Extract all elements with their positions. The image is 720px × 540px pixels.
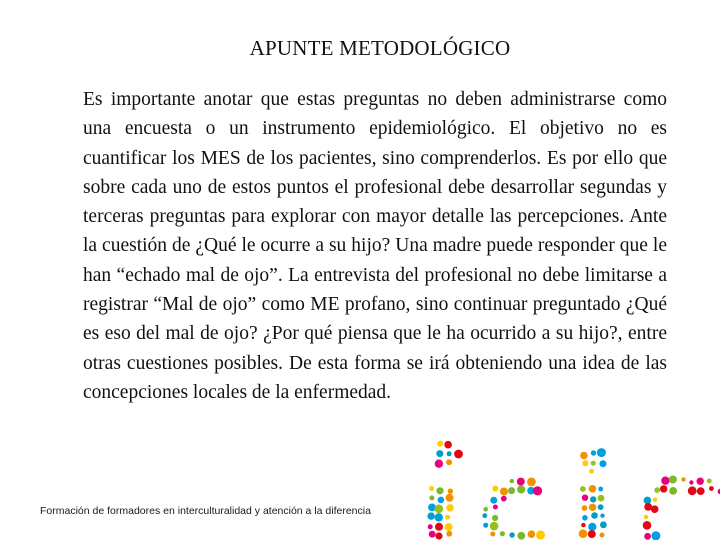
logo-dot (600, 521, 607, 528)
logo-dot (492, 515, 498, 521)
logo-dot (661, 477, 669, 485)
logo-dot (436, 487, 443, 494)
logo-dot (689, 480, 693, 484)
logo-dot (580, 452, 588, 460)
logo-dot (589, 504, 596, 511)
logo-dot (644, 533, 651, 540)
logo-dot (533, 486, 542, 495)
logo-dot (598, 504, 604, 510)
logo-dot (600, 460, 607, 467)
logo-dot (493, 505, 498, 510)
slide-title: APUNTE METODOLÓGICO (249, 36, 511, 60)
logo-dot (435, 513, 443, 521)
logo-dot (490, 532, 495, 537)
logo-dot (490, 522, 499, 531)
logo-dot (517, 532, 525, 540)
logo-dot (697, 487, 705, 495)
logo-dot (600, 533, 605, 538)
logo-dot (527, 478, 536, 487)
logo-dot (588, 523, 596, 531)
logo-dot (697, 478, 704, 485)
logo-dot (588, 530, 596, 538)
logo-dot (581, 523, 585, 527)
logo-dot (429, 495, 434, 500)
logo-dot (651, 505, 659, 513)
logo-dot (590, 496, 596, 502)
logo-dot (428, 524, 433, 529)
logo-dot (454, 450, 463, 459)
dotted-logo-graphic (400, 430, 720, 540)
logo-dot (653, 498, 658, 503)
logo-dot (598, 487, 603, 492)
logo-dot (510, 479, 514, 483)
logo-dot (448, 489, 453, 494)
logo-dot (591, 450, 596, 455)
logo-dot (654, 487, 660, 493)
logo-dot (644, 497, 652, 505)
logo-dot (528, 530, 536, 538)
logo-dot (591, 512, 598, 519)
logo-dot (582, 495, 588, 501)
logo-dot (660, 485, 667, 492)
logo-dot (709, 486, 714, 491)
logo-dot (444, 441, 452, 449)
logo-dot (446, 531, 452, 537)
logo-dot (669, 487, 677, 495)
logo-dot (438, 497, 445, 504)
logo-dot (688, 486, 697, 495)
logo-dot (500, 488, 508, 496)
logo-dot (483, 507, 488, 512)
logo-dot (483, 523, 488, 528)
logo-dot (591, 461, 596, 466)
logo-dot (517, 478, 525, 486)
logo-dot (669, 476, 677, 484)
logo-dot (579, 529, 588, 538)
logo-dot (446, 459, 452, 465)
logo-dot (446, 504, 453, 511)
logo-dot (492, 486, 498, 492)
logo-dot (490, 497, 497, 504)
body-paragraph: Es importante anotar que estas preguntas no deben administrarse como una encuesta o un instrumento epidemiológico. El objetivo no es cuantificar los MES de los pacientes, sino comprenderlos. Es por ello que sobre cada uno de estos puntos el profesional debe desarrollar segundas y terceras preguntas para explorar con mayor detalle las percepciones. Ante la cuestión de ¿Qué le ocurre a su hijo? Una madre puede responder que le han “echado mal de ojo”. La entrevista del profesional no debe limitarse a registrar “Mal de ojo” como ME profano, sino continuar preguntado ¿Qué es eso del mal de ojo? ¿Por qué piensa que le ha ocurrido a su hijo?, entre otras cuestiones posibles. De esta forma se irá obteniendo una idea de las concepciones locales de la enfermedad. (83, 89, 667, 403)
logo-dot (437, 441, 443, 447)
logo-dot (598, 495, 605, 502)
logo-dot (643, 521, 652, 530)
logo-dot (446, 494, 454, 502)
logo-dot (482, 513, 487, 518)
footer-caption: Formación de formadores en interculturalidad y atención a la diferencia (40, 505, 371, 517)
logo-dot (435, 460, 443, 468)
logo-dot (644, 515, 648, 519)
logo-dot (500, 531, 505, 536)
logo-dot (435, 523, 443, 531)
logo-dot (501, 496, 507, 502)
logo-dot (707, 479, 712, 484)
logo-dot (445, 523, 453, 531)
logo-dot (589, 485, 597, 493)
logo-dot (517, 485, 525, 493)
logo-dot (436, 450, 443, 457)
logo-dot (582, 515, 588, 521)
logo-dot (429, 486, 434, 491)
logo-dot (651, 531, 660, 540)
logo-dot (597, 448, 606, 457)
logo-dot (434, 504, 443, 513)
logo-dot (582, 505, 588, 511)
logo-dot (681, 477, 685, 481)
logo-dot (445, 515, 450, 520)
logo-dot (536, 530, 545, 539)
logo-dot (508, 487, 515, 494)
logo-dot (600, 514, 604, 518)
logo-dot (589, 469, 594, 474)
logo-dot (447, 451, 452, 456)
logo-dot (580, 486, 586, 492)
logo-dot (582, 460, 588, 466)
logo-dot (509, 532, 514, 537)
logo-dot (429, 531, 436, 538)
logo-dot (435, 532, 442, 539)
